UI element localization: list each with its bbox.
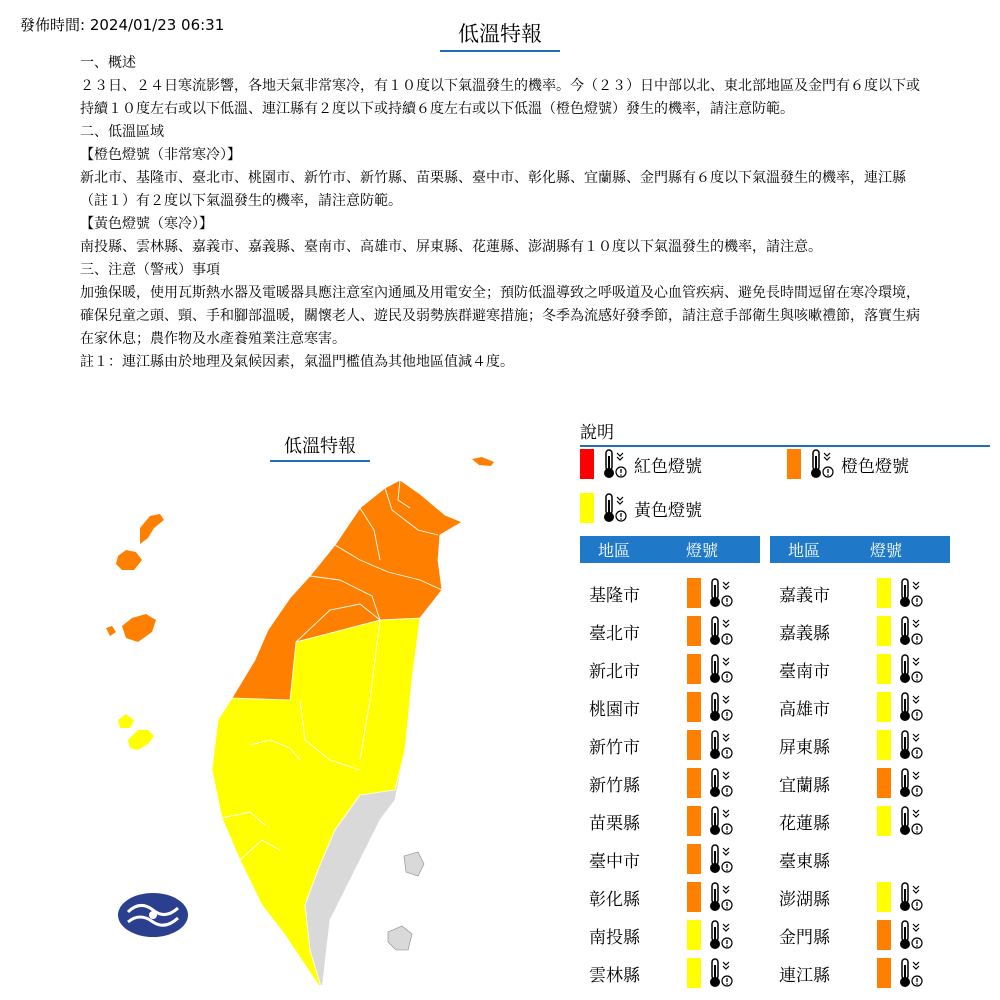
orange-signal-heading: 【橙色燈號（非常寒冷）】 <box>80 147 241 163</box>
signal-swatch-orange <box>687 616 701 646</box>
yellow-signal-heading: 【黃色燈號（寒冷）】 <box>80 216 213 232</box>
signal-swatch-orange <box>687 730 701 760</box>
signal-swatch-yellow <box>877 806 891 836</box>
thermometer-icon <box>896 881 924 913</box>
thermometer-icon <box>706 957 734 989</box>
table-row <box>770 688 950 726</box>
thermometer-icon <box>706 653 734 685</box>
thermometer-icon <box>807 448 835 480</box>
signal-swatch-orange <box>687 654 701 684</box>
signal-swatch-orange <box>877 768 891 798</box>
signal-swatch-orange <box>877 958 891 988</box>
section-overview-heading: 一、概述 <box>80 55 136 71</box>
table-row <box>770 764 950 802</box>
page-title: 低溫特報 <box>440 18 560 52</box>
region-name: 金門縣 <box>779 927 830 948</box>
region-name: 連江縣 <box>779 965 830 986</box>
col-region-label: 地區 <box>598 541 631 560</box>
thermometer-icon <box>600 448 628 480</box>
thermometer-icon <box>896 691 924 723</box>
signal-swatch-yellow <box>687 920 701 950</box>
region-name: 彰化縣 <box>589 889 640 910</box>
signal-swatch-orange <box>877 920 891 950</box>
region-name: 澎湖縣 <box>779 889 830 910</box>
region-name: 嘉義市 <box>779 585 830 606</box>
region-name: 嘉義縣 <box>779 623 830 644</box>
table-row <box>770 612 950 650</box>
red-swatch <box>580 449 594 479</box>
table-row <box>580 574 760 612</box>
table-row <box>770 726 950 764</box>
col-signal-label: 燈號 <box>686 541 719 560</box>
table-row <box>580 764 760 802</box>
map-region-lienchiang <box>472 457 494 466</box>
thermometer-icon <box>896 767 924 799</box>
report-text <box>80 52 925 374</box>
legend-yellow-label: 黃色燈號 <box>634 500 702 521</box>
thermometer-icon <box>896 729 924 761</box>
map-region-kinmen <box>106 514 164 642</box>
overview-paragraph: ２３日、２４日寒流影響，各地天氣非常寒冷，有１０度以下氣溫發生的機率。今（２３）日中部以北、東北部地區及金門有６度以下或持續１０度左右或以下低溫、連江縣有２度以下或持續６度左右或以下低溫（橙色燈號）發生的機率，請注意防範。 <box>80 78 920 117</box>
signal-swatch-yellow <box>877 730 891 760</box>
legend-red-label: 紅色燈號 <box>634 456 702 477</box>
table-row <box>580 840 760 878</box>
legend-orange <box>787 448 909 480</box>
section-area-heading: 二、低溫區域 <box>80 124 164 140</box>
thermometer-icon <box>706 767 734 799</box>
region-name: 基隆市 <box>589 585 640 606</box>
table-header-right <box>770 536 950 563</box>
legend-yellow <box>580 492 702 524</box>
caution-paragraph: 加強保暖，使用瓦斯熱水器及電暖器具應注意室內通風及用電安全；預防低溫導致之呼吸道及心血管疾病、避免長時間逗留在寒冷環境，確保兒童之頭、頸、手和腳部溫暖，關懷老人、遊民及弱勢族群避寒措施；冬季為流感好發季節，請注意手部衛生與咳嗽禮節，落實生病在家休息；農作物及水產養殖業注意寒害。 <box>80 285 920 347</box>
thermometer-icon <box>706 843 734 875</box>
thermometer-icon <box>706 919 734 951</box>
region-name: 桃園市 <box>589 699 640 720</box>
thermometer-icon <box>896 805 924 837</box>
table-row <box>770 574 950 612</box>
table-row <box>580 650 760 688</box>
col-region-label: 地區 <box>788 541 821 560</box>
signal-swatch-yellow <box>687 958 701 988</box>
signal-swatch-yellow <box>877 616 891 646</box>
region-name: 苗栗縣 <box>589 813 640 834</box>
section-caution-heading: 三、注意（警戒）事項 <box>80 262 220 278</box>
table-row <box>770 840 950 878</box>
signal-swatch-orange <box>687 844 701 874</box>
table-row <box>770 650 950 688</box>
region-name: 高雄市 <box>779 699 830 720</box>
legend-orange-label: 橙色燈號 <box>841 456 909 477</box>
yellow-swatch <box>580 493 594 523</box>
region-name: 屏東縣 <box>779 737 830 758</box>
signal-swatch-yellow <box>877 578 891 608</box>
legend-heading: 說明 <box>580 418 990 447</box>
thermometer-icon <box>896 919 924 951</box>
yellow-area-paragraph: 南投縣、雲林縣、嘉義市、嘉義縣、臺南市、高雄市、屏東縣、花蓮縣、澎湖縣有１０度以下氣溫發生的機率，請注意。 <box>80 239 822 255</box>
table-row <box>580 802 760 840</box>
col-signal-label: 燈號 <box>870 541 903 560</box>
table-row <box>770 916 950 954</box>
table-row <box>580 954 760 992</box>
table-row <box>580 878 760 916</box>
note-paragraph: 註１：連江縣由於地理及氣候因素，氣溫門檻值為其他地區值減４度。 <box>80 354 514 370</box>
signal-swatch-orange <box>687 768 701 798</box>
thermometer-icon <box>896 957 924 989</box>
map-region-taitung-islands <box>388 852 424 950</box>
table-row <box>580 916 760 954</box>
signal-swatch-yellow <box>877 882 891 912</box>
thermometer-icon <box>896 653 924 685</box>
region-name: 臺東縣 <box>779 851 830 872</box>
region-name: 花蓮縣 <box>779 813 830 834</box>
thermometer-icon <box>706 577 734 609</box>
map-region-penghu <box>118 714 154 750</box>
thermometer-icon <box>896 615 924 647</box>
legend-red <box>580 448 702 480</box>
signal-swatch-yellow <box>877 654 891 684</box>
thermometer-icon <box>706 615 734 647</box>
table-row <box>770 954 950 992</box>
taiwan-map <box>95 425 515 985</box>
orange-swatch <box>787 449 801 479</box>
table-header-left <box>580 536 760 563</box>
signal-swatch-orange <box>687 578 701 608</box>
signal-swatch-orange <box>687 806 701 836</box>
thermometer-icon <box>706 805 734 837</box>
thermometer-icon <box>896 577 924 609</box>
map-title: 低溫特報 <box>270 432 370 462</box>
table-row <box>580 612 760 650</box>
table-row <box>580 688 760 726</box>
region-list-right <box>770 574 950 992</box>
thermometer-icon <box>706 881 734 913</box>
publish-time: 發佈時間: 2024/01/23 06:31 <box>20 16 225 34</box>
region-name: 南投縣 <box>589 927 640 948</box>
region-name: 新竹市 <box>589 737 640 758</box>
table-row <box>770 878 950 916</box>
region-name: 宜蘭縣 <box>779 775 830 796</box>
signal-swatch-yellow <box>877 692 891 722</box>
region-name: 新竹縣 <box>589 775 640 796</box>
region-name: 臺中市 <box>589 851 640 872</box>
table-row <box>580 726 760 764</box>
orange-area-paragraph: 新北市、基隆市、臺北市、桃園市、新竹市、新竹縣、苗栗縣、臺中市、彰化縣、宜蘭縣、金門縣有６度以下氣溫發生的機率，連江縣（註１）有２度以下氣溫發生的機率，請注意防範。 <box>80 170 906 209</box>
thermometer-icon <box>706 691 734 723</box>
region-name: 新北市 <box>589 661 640 682</box>
signal-swatch-orange <box>687 882 701 912</box>
table-row <box>770 802 950 840</box>
cwa-logo <box>118 893 188 937</box>
thermometer-icon <box>600 492 628 524</box>
region-list-left <box>580 574 760 992</box>
signal-swatch-orange <box>687 692 701 722</box>
region-name: 臺北市 <box>589 623 640 644</box>
thermometer-icon <box>706 729 734 761</box>
region-name: 臺南市 <box>779 661 830 682</box>
region-name: 雲林縣 <box>589 965 640 986</box>
